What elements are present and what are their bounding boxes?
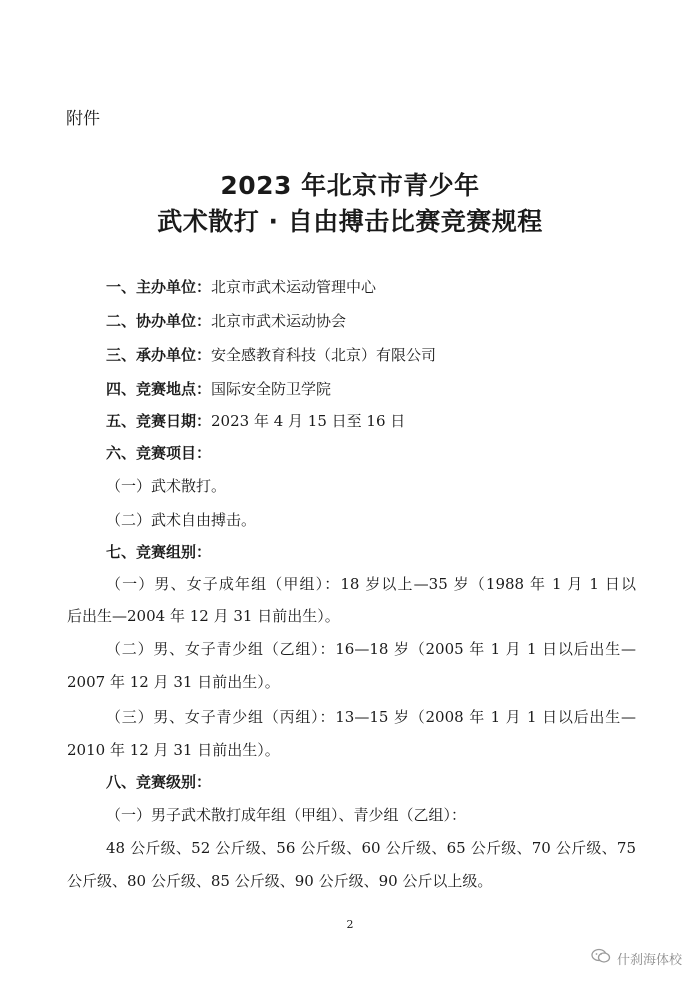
weight-classes-line: 公斤级、80 公斤级、85 公斤级、90 公斤级、90 公斤以上级。 [67,872,493,890]
section-label: 六、竞赛项目： [106,444,212,462]
section-organizer [0,276,700,297]
section-value: 北京市武术运动管理中心 [211,278,377,296]
document-title-line-1: 2023 年北京市青少年 [220,171,480,200]
section-label: 一、主办单位： [106,278,212,296]
section-value: 北京市武术运动协会 [211,312,347,330]
group-item-line: （一）男、女子成年组（甲组）：18 岁以上—35 岁（1988 年 1 月 1 日以 [106,575,636,593]
wechat-icon [591,948,611,968]
group-item-line: （二）男、女子青少组（乙组）：16—18 岁（2005 年 1 月 1 日以后出生— [106,640,636,658]
levels-heading [0,771,700,792]
section-co-organizer [0,310,700,331]
section-label: 四、竞赛地点： [106,380,212,398]
group-item-line: 2010 年 12 月 31 日前出生）。 [67,741,280,759]
event-item: （二）武术自由搏击。 [106,511,257,529]
section-value: 安全感教育科技（北京）有限公司 [211,346,437,364]
section-label: 五、竞赛日期： [106,412,212,430]
group-item-line: （三）男、女子青少组（丙组）：13—15 岁（2008 年 1 月 1 日以后出生— [106,708,636,726]
section-label: 二、协办单位： [106,312,212,330]
group-item-line: 后出生—2004 年 12 月 31 日前出生）。 [67,607,340,625]
groups-heading [0,541,700,562]
section-label: 七、竞赛组别： [106,543,212,561]
levels-subheading: （一）男子武术散打成年组（甲组）、青少组（乙组）： [106,806,467,824]
document-title-line-2: 武术散打 · 自由搏击比赛竞赛规程 [157,207,543,236]
weight-classes-line: 48 公斤级、52 公斤级、56 公斤级、60 公斤级、65 公斤级、70 公斤级、75 [106,839,636,857]
section-label: 八、竞赛级别： [106,773,212,791]
section-date [0,410,700,431]
watermark-text: 什刹海体校 [616,952,682,968]
section-events [0,442,700,463]
watermark [591,948,682,968]
event-item: （一）武术散打。 [106,477,227,495]
section-label: 三、承办单位： [106,346,212,364]
section-undertaker [0,344,700,365]
section-value: 2023 年 4 月 15 日至 16 日 [211,412,406,430]
page-number: 2 [346,918,354,931]
section-value: 国际安全防卫学院 [211,380,332,398]
attachment-label: 附件 [66,109,100,129]
section-venue [0,378,700,399]
group-item-line: 2007 年 12 月 31 日前出生）。 [67,673,280,691]
